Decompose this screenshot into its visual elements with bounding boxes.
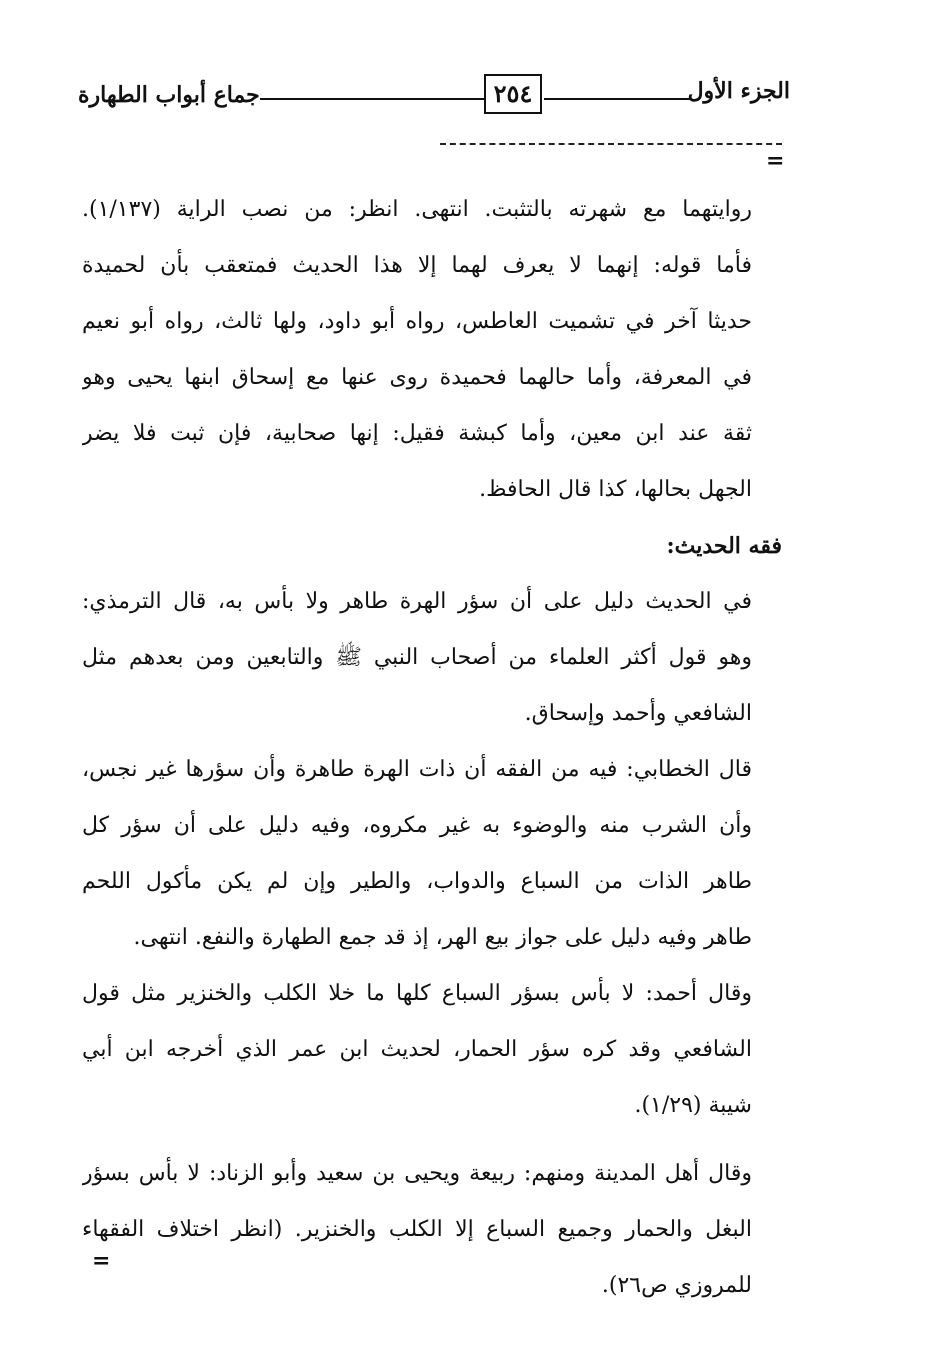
text-line: ثقة عند ابن معين، وأما كبشة فقيل: إنها صحابية، فإن ثبت فلا يضر xyxy=(82,421,752,446)
text-line: طاهر وفيه دليل على جواز بيع الهر، إذ قد جمع الطهارة والنفع. انتهى. xyxy=(133,925,752,950)
header-rule-left xyxy=(260,98,484,100)
text-line: في المعرفة، وأما حالهما فحميدة روى عنها مع إسحاق ابنها يحيى وهو xyxy=(82,365,752,390)
text-line: فأما قوله: إنهما لا يعرف لهما إلا هذا الحديث فمتعقب بأن لحميدة xyxy=(82,253,752,278)
text-line: في الحديث دليل على أن سؤر الهرة طاهر ولا بأس به، قال الترمذي: xyxy=(82,589,752,614)
text-line: قال الخطابي: فيه من الفقه أن ذات الهرة طاهرة وأن سؤرها غير نجس، xyxy=(82,757,752,782)
text-line: حديثا آخر في تشميت العاطس، رواه أبو داود، ولها ثالث، رواه أبو نعيم xyxy=(82,309,752,334)
text-line: وقال أحمد: لا بأس بسؤر السباع كلها ما خلا الكلب والخنزير مثل قول xyxy=(82,981,752,1006)
volume-title: الجزء الأول xyxy=(687,78,790,104)
chapter-title: جماع أبواب الطهارة xyxy=(78,82,260,108)
text-line: وهو قول أكثر العلماء من أصحاب النبي ﷺ والتابعين ومن بعدهم مثل xyxy=(82,645,752,670)
page-number: ٢٥٤ xyxy=(484,74,542,114)
page-header xyxy=(78,72,790,122)
paragraph-gap xyxy=(82,1134,782,1146)
header-dashed-rule xyxy=(440,143,782,145)
footer-equals-mark: = xyxy=(92,1248,111,1274)
text-line: الشافعي وأحمد وإسحاق. xyxy=(524,701,752,726)
body-text xyxy=(82,182,782,1314)
header-equals-mark: = xyxy=(766,148,785,174)
text-line: للمروزي ص٢٦). xyxy=(601,1273,752,1298)
text-line: الشافعي وقد كره سؤر الحمار، لحديث ابن عمر الذي أخرجه ابن أبي xyxy=(82,1037,752,1062)
text-line: وقال أهل المدينة ومنهم: ربيعة ويحيى بن سعيد وأبو الزناد: لا بأس بسؤر xyxy=(82,1161,752,1186)
text-line: البغل والحمار وجميع السباع إلا الكلب والخنزير. (انظر اختلاف الفقهاء xyxy=(82,1217,752,1242)
section-heading: فقه الحديث: xyxy=(666,533,782,559)
text-line: طاهر الذات من السباع والدواب، والطير وإن لم يكن مأكول اللحم xyxy=(82,869,752,894)
header-rule-right xyxy=(544,98,692,100)
text-line: الجهل بحالها، كذا قال الحافظ. xyxy=(479,477,752,502)
text-line: شيبة (١/٢٩). xyxy=(634,1093,752,1118)
text-line: روايتهما مع شهرته بالتثبت. انتهى. انظر: من نصب الراية (١/١٣٧). xyxy=(82,197,752,222)
text-line: وأن الشرب منه والوضوء به غير مكروه، وفيه دليل على أن سؤر كل xyxy=(82,813,752,838)
